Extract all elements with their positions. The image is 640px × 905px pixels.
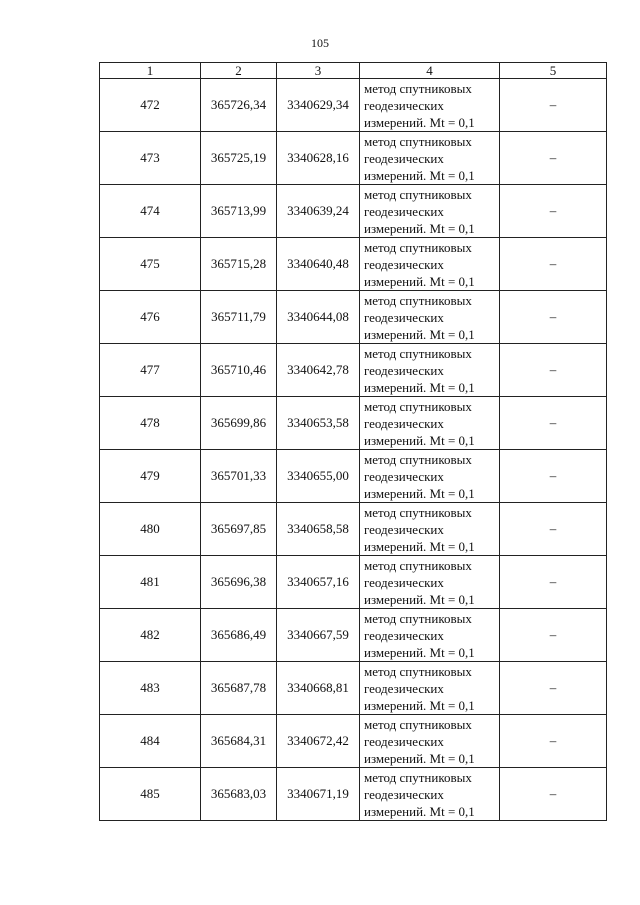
- header-row: [100, 63, 607, 79]
- column-5-cell: –: [500, 503, 607, 556]
- column-5-cell: –: [500, 715, 607, 768]
- method-line-2: геодезических: [364, 786, 444, 802]
- table-row: [100, 715, 607, 768]
- point-number-cell: 484: [100, 715, 201, 768]
- method-line-3: измерений. Mt = 0,1: [364, 326, 475, 342]
- method-cell: [360, 715, 500, 768]
- method-line-3: измерений. Mt = 0,1: [364, 697, 475, 713]
- table-row: [100, 662, 607, 715]
- method-line-2: геодезических: [364, 150, 444, 166]
- method-line-3: измерений. Mt = 0,1: [364, 114, 475, 130]
- column-5-cell: –: [500, 556, 607, 609]
- column-5-cell: –: [500, 397, 607, 450]
- x-coordinate-cell: 365710,46: [201, 344, 277, 397]
- point-number-cell: 477: [100, 344, 201, 397]
- table-row: [100, 609, 607, 662]
- method-cell: [360, 291, 500, 344]
- method-line-2: геодезических: [364, 309, 444, 325]
- y-coordinate-cell: 3340672,42: [277, 715, 360, 768]
- point-number-cell: 472: [100, 79, 201, 132]
- table-row: [100, 768, 607, 821]
- method-line-3: измерений. Mt = 0,1: [364, 273, 475, 289]
- column-header-3: 3: [277, 63, 360, 79]
- method-line-2: геодезических: [364, 733, 444, 749]
- method-line-3: измерений. Mt = 0,1: [364, 485, 475, 501]
- column-5-cell: –: [500, 662, 607, 715]
- method-line-1: метод спутниковых: [364, 345, 472, 361]
- method-line-1: метод спутниковых: [364, 716, 472, 732]
- method-line-2: геодезических: [364, 521, 444, 537]
- method-line-3: измерений. Mt = 0,1: [364, 538, 475, 554]
- method-cell: [360, 450, 500, 503]
- y-coordinate-cell: 3340671,19: [277, 768, 360, 821]
- table-row: [100, 132, 607, 185]
- point-number-cell: 478: [100, 397, 201, 450]
- method-cell: [360, 397, 500, 450]
- point-number-cell: 476: [100, 291, 201, 344]
- y-coordinate-cell: 3340653,58: [277, 397, 360, 450]
- table-header: [100, 63, 607, 79]
- x-coordinate-cell: 365711,79: [201, 291, 277, 344]
- method-line-1: метод спутниковых: [364, 663, 472, 679]
- method-line-2: геодезических: [364, 362, 444, 378]
- method-line-1: метод спутниковых: [364, 557, 472, 573]
- method-line-1: метод спутниковых: [364, 769, 472, 785]
- method-line-3: измерений. Mt = 0,1: [364, 167, 475, 183]
- method-line-2: геодезических: [364, 203, 444, 219]
- table-row: [100, 79, 607, 132]
- coordinates-table: [99, 62, 607, 821]
- column-5-cell: –: [500, 238, 607, 291]
- x-coordinate-cell: 365687,78: [201, 662, 277, 715]
- column-5-cell: –: [500, 79, 607, 132]
- method-line-2: геодезических: [364, 468, 444, 484]
- table-row: [100, 185, 607, 238]
- table-row: [100, 344, 607, 397]
- method-line-1: метод спутниковых: [364, 451, 472, 467]
- column-5-cell: –: [500, 768, 607, 821]
- method-cell: [360, 662, 500, 715]
- method-line-2: геодезических: [364, 97, 444, 113]
- column-5-cell: –: [500, 344, 607, 397]
- method-line-1: метод спутниковых: [364, 292, 472, 308]
- column-header-4: 4: [360, 63, 500, 79]
- table-row: [100, 397, 607, 450]
- x-coordinate-cell: 365715,28: [201, 238, 277, 291]
- x-coordinate-cell: 365697,85: [201, 503, 277, 556]
- method-line-3: измерений. Mt = 0,1: [364, 750, 475, 766]
- column-header-5: 5: [500, 63, 607, 79]
- method-cell: [360, 238, 500, 291]
- method-line-3: измерений. Mt = 0,1: [364, 803, 475, 819]
- x-coordinate-cell: 365713,99: [201, 185, 277, 238]
- method-line-1: метод спутниковых: [364, 504, 472, 520]
- y-coordinate-cell: 3340655,00: [277, 450, 360, 503]
- y-coordinate-cell: 3340667,59: [277, 609, 360, 662]
- y-coordinate-cell: 3340639,24: [277, 185, 360, 238]
- table-body: [100, 79, 607, 821]
- column-5-cell: –: [500, 291, 607, 344]
- column-header-2: 2: [201, 63, 277, 79]
- method-cell: [360, 185, 500, 238]
- point-number-cell: 485: [100, 768, 201, 821]
- method-cell: [360, 79, 500, 132]
- point-number-cell: 481: [100, 556, 201, 609]
- y-coordinate-cell: 3340642,78: [277, 344, 360, 397]
- method-cell: [360, 556, 500, 609]
- method-line-3: измерений. Mt = 0,1: [364, 379, 475, 395]
- column-5-cell: –: [500, 185, 607, 238]
- y-coordinate-cell: 3340628,16: [277, 132, 360, 185]
- table-row: [100, 450, 607, 503]
- column-5-cell: –: [500, 132, 607, 185]
- method-line-2: геодезических: [364, 256, 444, 272]
- method-line-1: метод спутниковых: [364, 239, 472, 255]
- method-line-3: измерений. Mt = 0,1: [364, 644, 475, 660]
- table-row: [100, 238, 607, 291]
- method-line-2: геодезических: [364, 627, 444, 643]
- point-number-cell: 475: [100, 238, 201, 291]
- table-row: [100, 556, 607, 609]
- y-coordinate-cell: 3340644,08: [277, 291, 360, 344]
- table-row: [100, 291, 607, 344]
- method-line-2: геодезических: [364, 680, 444, 696]
- x-coordinate-cell: 365725,19: [201, 132, 277, 185]
- point-number-cell: 474: [100, 185, 201, 238]
- x-coordinate-cell: 365701,33: [201, 450, 277, 503]
- method-cell: [360, 344, 500, 397]
- y-coordinate-cell: 3340657,16: [277, 556, 360, 609]
- page-number: 105: [311, 36, 329, 50]
- method-line-2: геодезических: [364, 574, 444, 590]
- x-coordinate-cell: 365699,86: [201, 397, 277, 450]
- point-number-cell: 479: [100, 450, 201, 503]
- x-coordinate-cell: 365684,31: [201, 715, 277, 768]
- y-coordinate-cell: 3340658,58: [277, 503, 360, 556]
- method-line-3: измерений. Mt = 0,1: [364, 220, 475, 236]
- point-number-cell: 480: [100, 503, 201, 556]
- y-coordinate-cell: 3340629,34: [277, 79, 360, 132]
- x-coordinate-cell: 365696,38: [201, 556, 277, 609]
- method-cell: [360, 132, 500, 185]
- table-row: [100, 503, 607, 556]
- method-line-1: метод спутниковых: [364, 80, 472, 96]
- method-cell: [360, 609, 500, 662]
- method-line-1: метод спутниковых: [364, 133, 472, 149]
- x-coordinate-cell: 365726,34: [201, 79, 277, 132]
- method-cell: [360, 768, 500, 821]
- y-coordinate-cell: 3340640,48: [277, 238, 360, 291]
- method-line-3: измерений. Mt = 0,1: [364, 591, 475, 607]
- column-5-cell: –: [500, 609, 607, 662]
- x-coordinate-cell: 365686,49: [201, 609, 277, 662]
- method-line-3: измерений. Mt = 0,1: [364, 432, 475, 448]
- y-coordinate-cell: 3340668,81: [277, 662, 360, 715]
- method-line-1: метод спутниковых: [364, 398, 472, 414]
- x-coordinate-cell: 365683,03: [201, 768, 277, 821]
- column-5-cell: –: [500, 450, 607, 503]
- method-line-1: метод спутниковых: [364, 186, 472, 202]
- point-number-cell: 483: [100, 662, 201, 715]
- point-number-cell: 473: [100, 132, 201, 185]
- column-header-1: 1: [100, 63, 201, 79]
- method-line-2: геодезических: [364, 415, 444, 431]
- method-line-1: метод спутниковых: [364, 610, 472, 626]
- point-number-cell: 482: [100, 609, 201, 662]
- method-cell: [360, 503, 500, 556]
